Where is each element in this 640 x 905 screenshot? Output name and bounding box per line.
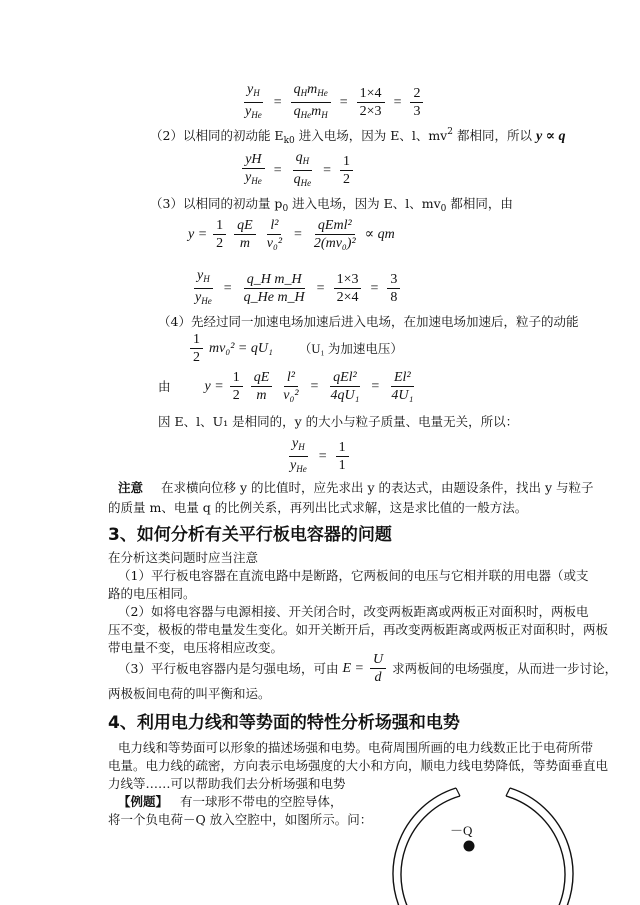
section-3-intro: 在分析这类问题时应当注意 (108, 550, 259, 565)
section-3-item-3: （3）平行板电容器内是匀强电场，可由 E = $\frac{U}{d}$ 求两板间的电场强度，从而进一步讨论， (118, 652, 618, 685)
section-3-item-1-cont: 路的电压相同。 (108, 586, 196, 601)
section-3-item-1: （1）平行板电容器在直流电路中是断路，它两板间的电压与它相并联的用电器（或支 (118, 568, 589, 583)
section-3-item-2: （2）如将电容器与电源相接、开关闭合时，改变两板距离或两板正对面积时，两板电 (118, 604, 589, 619)
note-label: 注意 (118, 480, 144, 495)
example-label: 【例题】 (118, 794, 169, 809)
equation-ratio-1: $\frac{y_H}{y_{He}}$ = $\frac{q_Hm_{He}}{q_{He}m_H}$ = $\frac{1\times 4}{2\times 3}$ = $\frac{2}{3}$ (240, 82, 425, 123)
example-line-2: 将一个负电荷－Q 放入空腔中，如图所示。问： (108, 812, 373, 827)
section-4-line-3: 力线等……可以帮助我们去分析场强和电势 (108, 776, 346, 791)
equation-ratio-3: $\frac{y_H}{y_{He}}$ = $\frac{\text{q\_H m\_H}}{\text{q\_He m\_H}}$ = $\frac{1\times 3}{2\times 4}$ = $\frac{3}{8}$ (190, 268, 402, 309)
paragraph-case-4: （4）先经过同一加速电场加速后进入电场，在加速电场加速后，粒子的动能 (158, 314, 579, 329)
section-3-item-2-cont2: 带电量不变，电压将相应改变。 (108, 640, 284, 655)
outer-boundary (393, 788, 573, 905)
section-3-item-2-cont: 压不变，极板的带电量发生变化。如开关断开后，再改变两板距离或两板正对面积时，两板 (108, 622, 609, 637)
charge-label: －Q (450, 823, 473, 838)
paragraph-conclusion: 因 E、l、U₁ 是相同的，y 的大小与粒子质量、电量无关，所以： (158, 414, 519, 429)
paragraph-case-3: （3）以相同的初动量 $p_0$ 进入电场，因为 E、l、$mv_0$ 都相同，由 (150, 196, 513, 214)
section-3-heading: 3、如何分析有关平行板电容器的问题 (108, 525, 392, 545)
inner-boundary (401, 796, 565, 905)
equation-kinetic-energy: $\frac{1}{2}$ mv₀² = qU₁ （U₁ 为加速电压） (188, 332, 403, 365)
equation-ratio-2: $\frac{yH}{y_{He}}$ = $\frac{q_H}{q_{He}}$ = $\frac{1}{2}$ (240, 150, 355, 191)
section-4-line-1: 电力线和等势面可以形象的描述场强和电势。电荷周围所画的电力线数正比于电荷所带 (118, 740, 594, 755)
equation-y-accel: 由 y = $\frac{1}{2}$ $\frac{qE}{m}$ $\frac{\text{l²}}{\text{v₀²}}$ = $\frac{\text{qEl²}}{\text{4qU₁}}$ = $\frac{\text{El²}}{\text{4U₁}}$ (158, 370, 414, 403)
charge-dot (464, 841, 475, 852)
equation-y-momentum: y = $\frac{1}{2}$ $\frac{qE}{m}$ $\frac{\text{l²}}{\text{v₀²}}$ = $\frac{\text{qEml²}}{\text{2(mv₀)²}}$ ∝ qm (188, 218, 395, 251)
gap-edge-left (456, 788, 460, 796)
note-paragraph: 注意 在求横向位移 y 的比值时，应先求出 y 的表达式，由题设条件，找出 y 与粒子 (118, 480, 594, 495)
hollow-conductor-figure (380, 776, 580, 905)
equation-ratio-4: $\frac{y_H}{y_{He}}$ = $\frac{1}{1}$ (285, 436, 351, 477)
example-line-1: 【例题】 有一球形不带电的空腔导体， (118, 794, 343, 809)
gap-edge-right (506, 788, 510, 796)
note-paragraph-line2: 的质量 m、电量 q 的比例关系，再列出比式求解，这是求比值的一般方法。 (108, 500, 528, 515)
section-4-line-2: 电量。电力线的疏密，方向表示电场强度的大小和方向，顺电力线电势降低，等势面垂直电 (108, 758, 609, 773)
section-4-heading: 4、利用电力线和等势面的特性分析场强和电势 (108, 713, 460, 733)
paragraph-case-2: （2）以相同的初动能 $E_{k0}$ 进入电场，因为 E、l、$mv^2$ 都相同，所以 y ∝ q (150, 127, 566, 146)
section-3-item-3-cont: 两极板间电荷的叫平衡和运。 (108, 686, 271, 701)
